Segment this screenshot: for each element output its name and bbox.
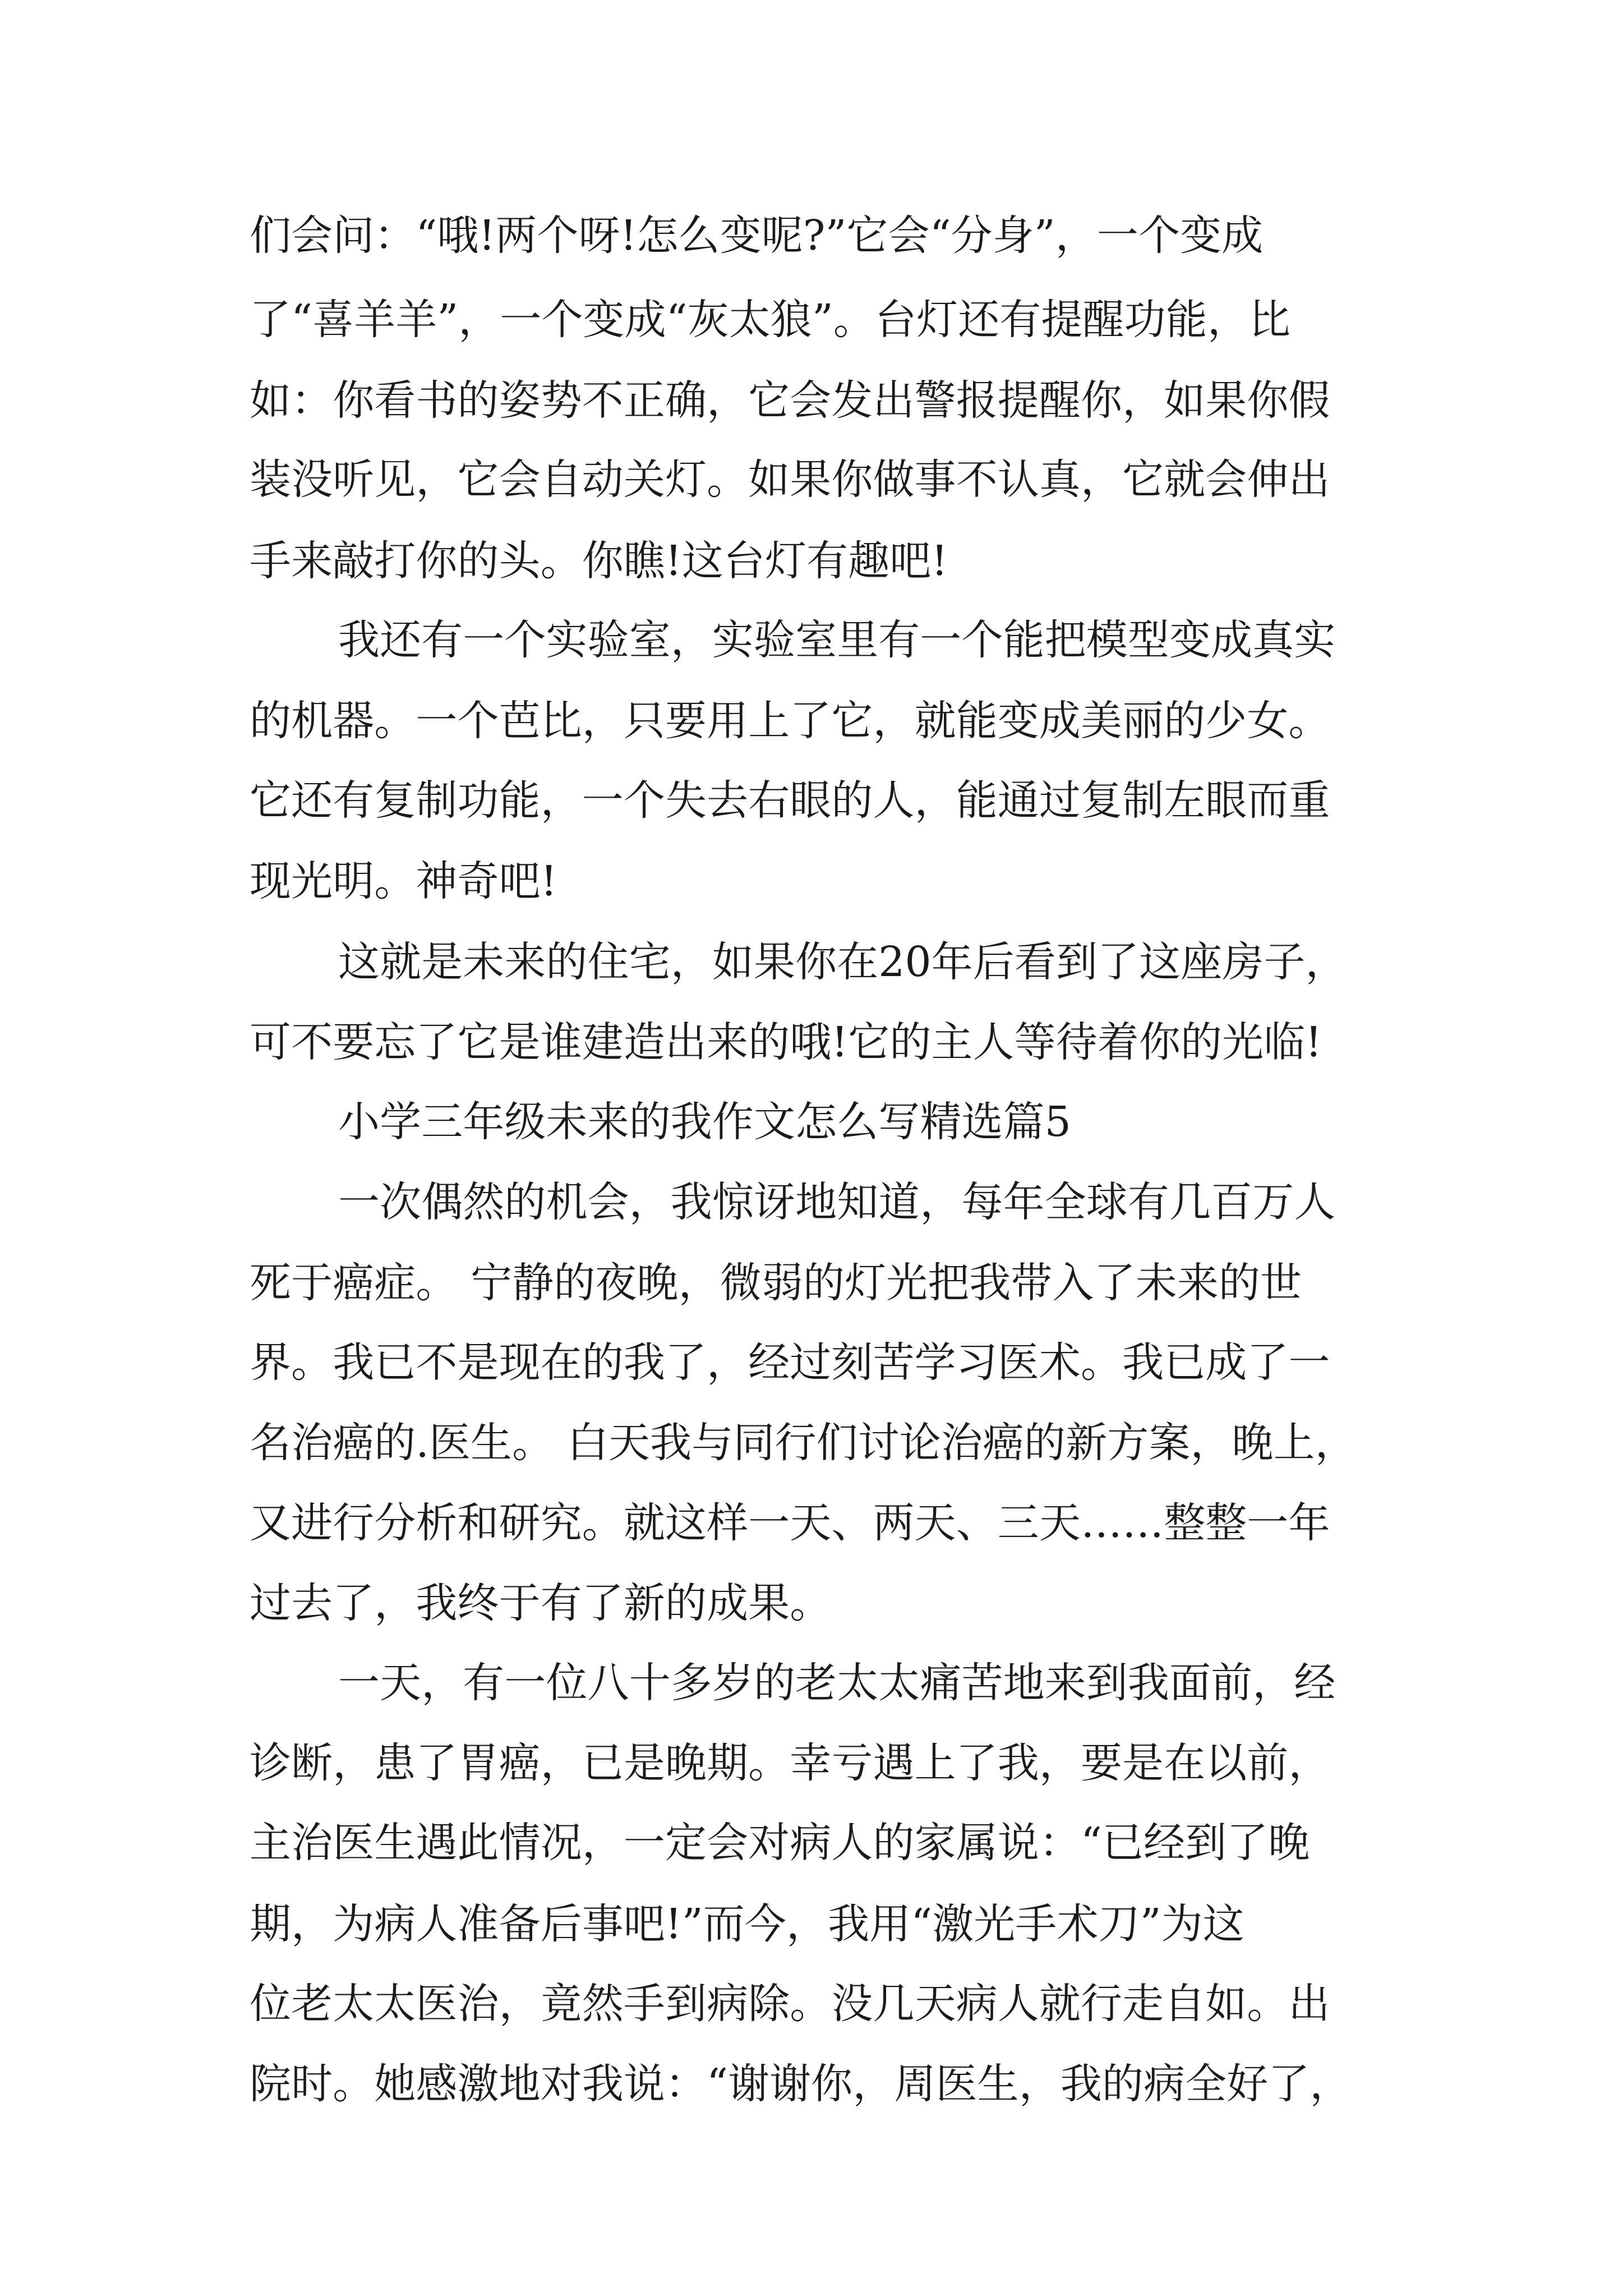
paragraph-first-line: 一天，有一位八十多岁的老太太痛苦地来到我面前，经 — [338, 1659, 1336, 1707]
paragraph-line: 又进行分析和研究。就这样一天、两天、三天……整整一年 — [250, 1499, 1330, 1547]
paragraph-line: 可不要忘了它是谁建造出来的哦!它的主人等待着你的光临! — [250, 1018, 1322, 1066]
paragraph-first-line: 一次偶然的机会，我惊讶地知道，每年全球有几百万人 — [338, 1178, 1336, 1226]
paragraph-line: 位老太太医治，竟然手到病除。没几天病人就行走自如。出 — [250, 1980, 1330, 2028]
paragraph-line: 过去了，我终于有了新的成果。 — [250, 1579, 832, 1627]
paragraph-line: 诊断，患了胃癌，已是晚期。幸亏遇上了我，要是在以前， — [250, 1739, 1330, 1787]
paragraph-line: 主治医生遇此情况，一定会对病人的家属说：“已经到了晚 — [250, 1819, 1310, 1867]
paragraph-line: 了“喜羊羊”，一个变成“灰太狼”。台灯还有提醒功能，比 — [250, 296, 1291, 344]
paragraph-line: 们会问：“哦!两个呀!怎么变呢?”它会“分身”，一个变成 — [250, 211, 1264, 260]
paragraph-line: 装没听见，它会自动关灯。如果你做事不认真，它就会伸出 — [250, 455, 1330, 504]
section-heading: 小学三年级未来的我作文怎么写精选篇5 — [338, 1098, 1071, 1146]
paragraph-line: 它还有复制功能，一个失去右眼的人，能通过复制左眼而重 — [250, 776, 1330, 825]
paragraph-line: 死于癌症。 宁静的夜晚，微弱的灯光把我带入了未来的世 — [250, 1259, 1302, 1307]
paragraph-line: 院时。她感激地对我说：“谢谢你，周医生，我的病全好了， — [250, 2060, 1352, 2108]
paragraph-line: 如：你看书的姿势不正确，它会发出警报提醒你，如果你假 — [250, 376, 1330, 425]
paragraph-first-line: 我还有一个实验室，实验室里有一个能把模型变成真实 — [338, 616, 1336, 664]
paragraph-line: 的机器。一个芭比，只要用上了它，就能变成美丽的少女。 — [250, 697, 1330, 745]
paragraph-line: 名治癌的.医生。 白天我与同行们讨论治癌的新方案，晚上， — [250, 1419, 1357, 1467]
paragraph-line: 期，为病人准备后事吧!”而今，我用“激光手术刀”为这 — [250, 1900, 1244, 1948]
paragraph-line: 现光明。神奇吧! — [250, 857, 557, 905]
paragraph-line: 手来敲打你的头。你瞧!这台灯有趣吧! — [250, 537, 948, 585]
paragraph-first-line: 这就是未来的住宅，如果你在20年后看到了这座房子， — [338, 938, 1347, 986]
paragraph-line: 界。我已不是现在的我了，经过刻苦学习医术。我已成了一 — [250, 1338, 1330, 1387]
